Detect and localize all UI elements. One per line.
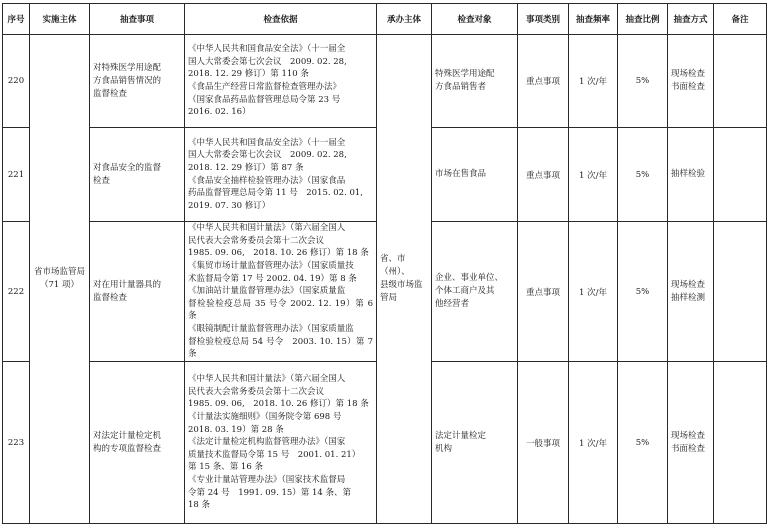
basis-line: 第 15 条、第 16 条 bbox=[188, 462, 263, 473]
basis-line: 《法定计量检定机构监督管理办法》（国家 bbox=[188, 437, 346, 448]
basis-line: 2016. 02. 16） bbox=[188, 107, 251, 118]
org-line: 省、市（州）、 bbox=[380, 254, 410, 277]
header-category: 事项类别 bbox=[518, 4, 569, 35]
row-frequency: 1 次/年 bbox=[569, 362, 618, 524]
basis-line: 术监督局令第 17 号 2002. 04. 19）第 8 条 bbox=[188, 273, 357, 284]
row-method bbox=[668, 362, 714, 524]
row-method bbox=[668, 222, 714, 362]
item-line: 对食品安全的监督 bbox=[93, 162, 162, 173]
basis-line: 《专业计量站管理办法》（国家技术监督局 bbox=[188, 474, 346, 485]
item-line: 对特殊医学用途配 bbox=[93, 62, 162, 73]
row-frequency: 1 次/年 bbox=[569, 128, 618, 222]
row-target bbox=[432, 35, 518, 128]
unit-line: 省市场监管局 bbox=[33, 267, 85, 277]
row-target bbox=[432, 128, 518, 222]
row-ratio: 5% bbox=[618, 222, 668, 362]
row-note bbox=[714, 362, 767, 524]
row-seq: 222 bbox=[3, 222, 30, 362]
method-line: 现场检查 bbox=[671, 279, 706, 290]
row-ratio: 5% bbox=[618, 362, 668, 524]
target-line: 企业、事业单位、 bbox=[435, 273, 504, 283]
basis-line: 18 条 bbox=[188, 500, 211, 511]
method-line: 书面检查 bbox=[671, 82, 706, 92]
basis-line: 药品监督管理总局令第 11 号 2015. 02. 01, bbox=[188, 188, 363, 199]
target-line: 方食品销售者 bbox=[435, 82, 487, 92]
basis-line: 令第 24 号 1991. 09. 15）第 14 条、第 bbox=[188, 487, 352, 498]
target-line: 个体工商户及其 bbox=[435, 286, 495, 296]
basis-line: 督检验检疫总局 35 号令 2002. 12. 19）第 6 条 bbox=[188, 298, 373, 322]
basis-line: 《中华人民共和国计量法》（第六届全国人 bbox=[188, 374, 346, 385]
row-note bbox=[714, 128, 767, 222]
table-row bbox=[3, 35, 767, 128]
basis-line: 质量技术监督局令第 15 号 2001. 01. 21） bbox=[188, 449, 361, 460]
row-category: 重点事项 bbox=[518, 35, 569, 128]
item-line: 方食品销售情况的 bbox=[93, 75, 162, 86]
row-basis bbox=[185, 362, 377, 524]
method-line: 现场检查 bbox=[671, 69, 706, 79]
basis-line: 督检验检疫总局 54 号令 2003. 10. 15）第 7 条 bbox=[188, 336, 373, 360]
header-ratio: 抽查比例 bbox=[618, 4, 668, 35]
basis-line: 2018. 12. 29 修订）第 110 条 bbox=[188, 69, 309, 80]
row-note bbox=[714, 222, 767, 362]
method-line: 抽样检测 bbox=[671, 292, 706, 303]
item-line: 检查 bbox=[93, 175, 111, 186]
row-ratio: 5% bbox=[618, 128, 668, 222]
basis-line: 《中华人民共和国计量法》（第六届全国人 bbox=[188, 223, 346, 234]
row-item bbox=[90, 362, 185, 524]
basis-line: 2018. 12. 29 修订）第 87 条 bbox=[188, 162, 304, 173]
table-header bbox=[3, 4, 767, 35]
basis-line: 《中华人民共和国食品安全法》（十一届全 bbox=[188, 137, 346, 148]
table-body bbox=[3, 35, 767, 524]
basis-line: （国家食品药品监督管理总局令第 23 号 bbox=[188, 94, 341, 105]
header-unit: 实施主体 bbox=[30, 4, 90, 35]
header-row bbox=[3, 4, 767, 35]
basis-line: 1985. 09. 06, 2018. 10. 26 修订）第 18 条 bbox=[188, 248, 369, 259]
implementing-unit-cell bbox=[30, 35, 90, 524]
basis-line: 1985. 09. 06, 2018. 10. 26 修订）第 18 条 bbox=[188, 399, 369, 410]
row-seq: 220 bbox=[3, 35, 30, 128]
basis-line: 国人大常委会第七次会议 2009. 02. 28, bbox=[188, 56, 347, 67]
row-ratio: 5% bbox=[618, 35, 668, 128]
basis-line: 《眼镜制配计量监督管理办法》（国家质量监 bbox=[188, 323, 354, 334]
basis-line: 《加油站计量监督管理办法》（国家质量监 bbox=[188, 286, 346, 297]
org-line: 县级市场监 bbox=[380, 280, 423, 290]
item-line: 监督检查 bbox=[93, 88, 128, 99]
org-line: 管局 bbox=[380, 293, 398, 303]
row-target bbox=[432, 362, 518, 524]
target-line: 市场在售食品 bbox=[435, 169, 487, 179]
header-org: 承办主体 bbox=[377, 4, 432, 35]
row-target bbox=[432, 222, 518, 362]
header-note: 备注 bbox=[714, 4, 767, 35]
row-seq: 223 bbox=[3, 362, 30, 524]
target-line: 特殊医学用途配 bbox=[435, 69, 495, 79]
row-category: 重点事项 bbox=[518, 128, 569, 222]
row-basis bbox=[185, 35, 377, 128]
basis-line: 《集贸市场计量监督管理办法》（国家质量技 bbox=[188, 261, 354, 272]
header-basis: 检查依据 bbox=[185, 4, 377, 35]
header-item: 抽查事项 bbox=[90, 4, 185, 35]
header-method: 抽查方式 bbox=[668, 4, 714, 35]
method-line: 抽样检验 bbox=[671, 169, 706, 179]
method-line: 现场检查 bbox=[671, 430, 706, 441]
spot-check-table bbox=[2, 3, 767, 524]
item-line: 构的专项监督检查 bbox=[93, 443, 162, 454]
row-item bbox=[90, 128, 185, 222]
basis-line: 《食品生产经营日常监督检查管理办法》 bbox=[188, 82, 342, 92]
basis-line: 民代表大会常务委员会第十二次会议 bbox=[188, 235, 325, 246]
basis-line: 《计量法实施细则》（国务院令第 698 号 bbox=[188, 412, 342, 423]
target-line: 机构 bbox=[435, 443, 453, 454]
header-seq: 序号 bbox=[3, 4, 30, 35]
item-line: 对法定计量检定机 bbox=[93, 430, 162, 441]
row-basis bbox=[185, 128, 377, 222]
row-frequency: 1 次/年 bbox=[569, 222, 618, 362]
row-category: 重点事项 bbox=[518, 222, 569, 362]
row-item bbox=[90, 35, 185, 128]
method-line: 书面检查 bbox=[671, 443, 706, 454]
basis-line: 2019. 07. 30 修订） bbox=[188, 200, 271, 211]
target-line: 法定计量检定 bbox=[435, 430, 487, 441]
row-method bbox=[668, 128, 714, 222]
basis-line: 2018. 03. 19）第 28 条 bbox=[188, 424, 284, 435]
target-line: 他经营者 bbox=[435, 299, 470, 309]
basis-line: 国人大常委会第七次会议 2009. 02. 28, bbox=[188, 150, 347, 161]
item-line: 对在用计量器具的 bbox=[93, 279, 162, 290]
item-line: 监督检查 bbox=[93, 292, 128, 303]
unit-line: （71 项） bbox=[39, 280, 80, 290]
undertaking-org-cell bbox=[377, 35, 432, 524]
header-target: 检查对象 bbox=[432, 4, 518, 35]
row-frequency: 1 次/年 bbox=[569, 35, 618, 128]
row-note bbox=[714, 35, 767, 128]
row-seq: 221 bbox=[3, 128, 30, 222]
header-frequency: 抽查频率 bbox=[569, 4, 618, 35]
basis-line: 《食品安全抽样检验管理办法》（国家食品 bbox=[188, 175, 346, 186]
row-basis bbox=[185, 222, 377, 362]
row-item bbox=[90, 222, 185, 362]
basis-line: 民代表大会常务委员会第十二次会议 bbox=[188, 386, 325, 397]
row-method bbox=[668, 35, 714, 128]
basis-line: 《中华人民共和国食品安全法》（十一届全 bbox=[188, 44, 346, 55]
row-category: 一般事项 bbox=[518, 362, 569, 524]
